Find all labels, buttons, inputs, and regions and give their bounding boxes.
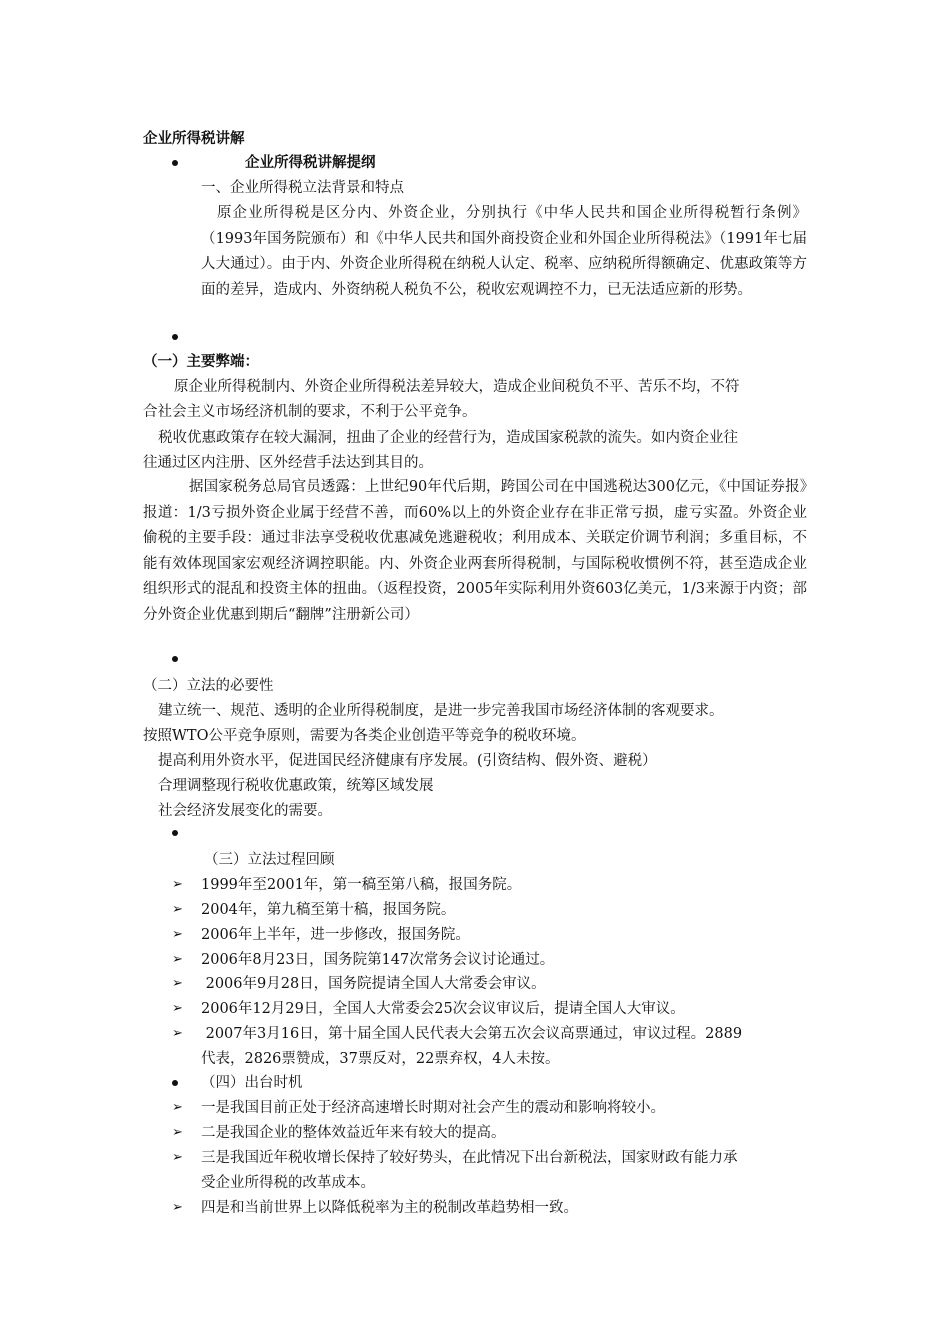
timing-item-continuation: 受企业所得税的改革成本。 (201, 1175, 375, 1191)
arrow-bullet-icon: ➢ (172, 1125, 183, 1140)
timing-item: 一是我国目前正处于经济高速增长时期对社会产生的震动和影响将较小。 (201, 1100, 665, 1116)
arrow-bullet-icon: ➢ (172, 877, 183, 892)
process-item: 2006年上半年，进一步修改，报国务院。 (201, 927, 470, 943)
arrow-bullet-icon: ➢ (172, 976, 183, 991)
timing-item: 二是我国企业的整体效益近年来有较大的提高。 (201, 1125, 506, 1141)
bullet-dot (172, 1080, 178, 1086)
arrow-bullet-icon: ➢ (172, 1001, 183, 1016)
arrow-bullet-icon: ➢ (172, 1100, 183, 1115)
bullet-dot (172, 160, 178, 166)
arrow-bullet-icon: ➢ (172, 902, 183, 917)
necessity-heading: （二）立法的必要性 (143, 678, 274, 694)
necessity-line4: 合理调整现行税收优惠政策，统筹区域发展 (158, 778, 434, 794)
necessity-line1: 建立统一、规范、透明的企业所得税制度，是进一步完善我国市场经济体制的客观要求。 (158, 703, 724, 719)
drawbacks-p2-line1: 税收优惠政策存在较大漏洞，扭曲了企业的经营行为，造成国家税款的流失。如内资企业往 (158, 430, 738, 446)
drawbacks-p1-line2: 合社会主义市场经济机制的要求，不利于公平竞争。 (143, 404, 477, 420)
process-item: 2006年8月23日，国务院第147次常务会议讨论通过。 (201, 952, 555, 968)
drawbacks-p2-line2: 往通过区内注册、区外经营手法达到其目的。 (143, 455, 433, 471)
drawbacks-heading: （一）主要弊端： (143, 354, 259, 370)
arrow-bullet-icon: ➢ (172, 1200, 183, 1215)
arrow-bullet-icon: ➢ (172, 1026, 183, 1041)
process-heading: （三）立法过程回顾 (204, 852, 335, 868)
process-item: 2006年9月28日，国务院提请全国人大常委会审议。 (201, 976, 546, 992)
section-one-paragraph: 原企业所得税是区分内、外资企业，分别执行《中华人民共和国企业所得税暂行条例》（1993年国务院颁布）和《中华人民共和国外商投资企业和外国企业所得税法》（1991年七届人大通过）。由于内、外资企业所得税在纳税人认定、税率、应纳税所得额确定、优惠政策等方面的差异，造成内、外资纳税人税负不公，税收宏观调控不力，已无法适应新的形势。 (201, 205, 807, 298)
bullet-dot (172, 830, 178, 836)
process-item: 1999年至2001年，第一稿至第八稿，报国务院。 (201, 877, 522, 893)
process-item: 2007年3月16日，第十届全国人民代表大会第五次会议高票通过，审议过程。2889 (201, 1026, 743, 1042)
section-one-heading: 一、企业所得税立法背景和特点 (201, 180, 404, 196)
necessity-line5: 社会经济发展变化的需要。 (158, 803, 332, 819)
document-title: 企业所得税讲解 (143, 131, 245, 147)
process-item: 2004年，第九稿至第十稿，报国务院。 (201, 902, 456, 918)
timing-item: 三是我国近年税收增长保持了较好势头，在此情况下出台新税法，国家财政有能力承 (201, 1150, 738, 1166)
bullet-dot (172, 656, 178, 662)
process-item-continuation: 代表，2826票赞成，37票反对，22票弃权，4人未按。 (201, 1051, 560, 1067)
arrow-bullet-icon: ➢ (172, 927, 183, 942)
drawbacks-p3: 据国家税务总局官员透露：上世纪90年代后期，跨国公司在中国逃税达300亿元，《中国证券报》报道：1/3亏损外资企业属于经营不善，而60%以上的外资企业存在非正常亏损，虚亏实盈。外资企业偷税的主要手段：通过非法享受税收优惠减免逃避税收；利用成本、关联定价调节利润；多重目标，不能有效体现国家宏观经济调控职能。内、外资企业两套所得税制，与国际税收惯例不符，甚至造成企业组织形式的混乱和投资主体的扭曲。（返程投资，2005年实际利用外资603亿美元，1/3来源于内资；部分外资企业优惠到期后“翻牌”注册新公司） (143, 479, 807, 623)
arrow-bullet-icon: ➢ (172, 1150, 183, 1165)
arrow-bullet-icon: ➢ (172, 952, 183, 967)
process-item: 2006年12月29日，全国人大常委会25次会议审议后，提请全国人大审议。 (201, 1001, 685, 1017)
necessity-line2: 按照WTO公平竞争原则，需要为各类企业创造平等竞争的税收环境。 (143, 728, 586, 744)
drawbacks-p1-line1: 原企业所得税制内、外资企业所得税法差异较大，造成企业间税负不平、苦乐不均，不符 (174, 379, 740, 395)
outline-title: 企业所得税讲解提纲 (245, 155, 376, 171)
timing-item: 四是和当前世界上以降低税率为主的税制改革趋势相一致。 (201, 1200, 578, 1216)
necessity-line3: 提高利用外资水平，促进国民经济健康有序发展。(引资结构、假外资、避税） (158, 753, 657, 769)
timing-heading: （四）出台时机 (201, 1075, 303, 1091)
bullet-dot (172, 334, 178, 340)
